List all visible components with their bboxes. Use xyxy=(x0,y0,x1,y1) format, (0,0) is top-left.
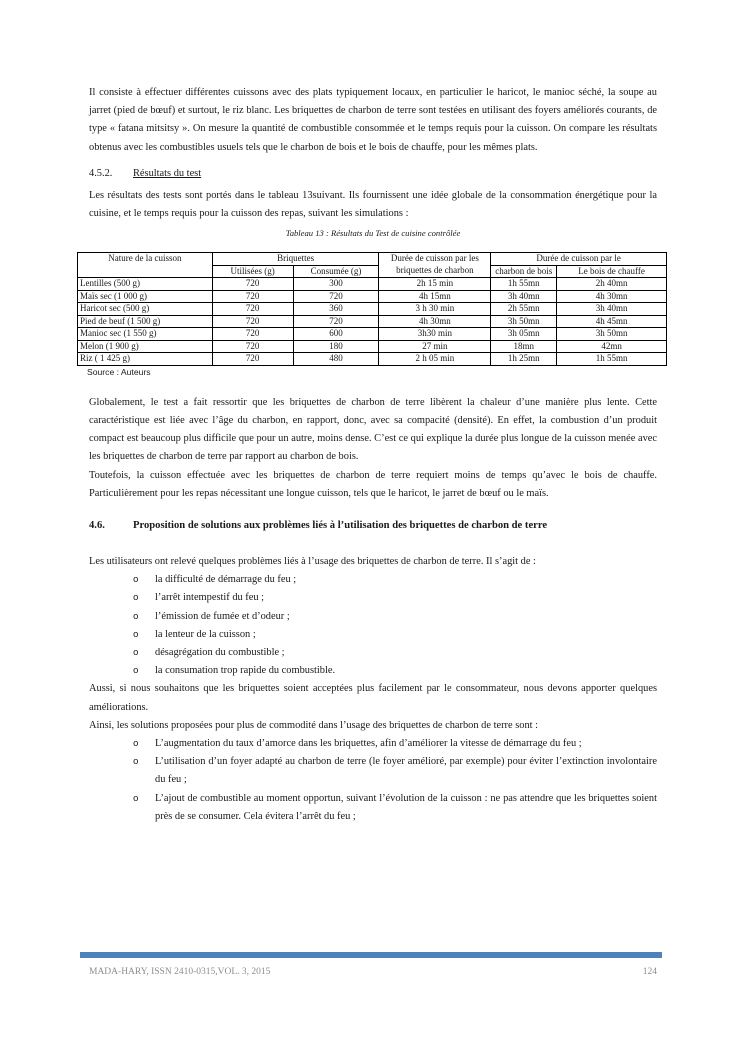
ainsi-paragraph: Ainsi, les solutions proposées pour plus de commodité dans l’usage des briquettes de charbon de terre sont : xyxy=(89,719,539,731)
table-cell: 720 xyxy=(212,303,293,316)
table-cell: 480 xyxy=(293,353,379,366)
table-cell: 4h 30mn xyxy=(557,290,667,303)
bullet-circle-icon: o xyxy=(133,575,139,586)
table-cell: 3h 50mn xyxy=(557,328,667,341)
table-cell: 3h 40mn xyxy=(491,290,557,303)
aussi-paragraph: Aussi, si nous souhaitons que les briquettes soient acceptées plus facilement par le consommateur, nous devons apporter quelques améliorations. xyxy=(89,683,657,713)
table-cell: 2h 55mn xyxy=(491,303,557,316)
table-cell: 4h 15mn xyxy=(379,290,491,303)
table-cell: 4h 45mn xyxy=(557,315,667,328)
list-item-text: l’arrêt intempestif du feu ; xyxy=(155,592,265,604)
table-cell: 2h 15 min xyxy=(379,278,491,291)
table-row xyxy=(78,290,667,303)
table-cell: 3h 05mn xyxy=(491,328,557,341)
table-cell: 3h 50mn xyxy=(491,315,557,328)
table-row xyxy=(78,278,667,291)
table-cell: 3 h 30 min xyxy=(379,303,491,316)
bullet-circle-icon: o xyxy=(133,793,139,804)
table-row xyxy=(78,340,667,353)
list-item xyxy=(133,644,657,662)
table-cell: 1h 55mn xyxy=(491,278,557,291)
table-cell: 2 h 05 min xyxy=(379,353,491,366)
table-cell: Riz ( 1 425 g) xyxy=(78,353,213,366)
list-item xyxy=(133,790,657,826)
table-cell: 3h30 min xyxy=(379,328,491,341)
bullet-circle-icon: o xyxy=(133,666,139,677)
table-cell: 600 xyxy=(293,328,379,341)
table-cell: 1h 25mn xyxy=(491,353,557,366)
table-cell: 720 xyxy=(212,328,293,341)
footer-bar xyxy=(80,952,662,958)
problems-intro: Les utilisateurs ont relevé quelques problèmes liés à l’usage des briquettes de charbon de terre. Il s’agit de : xyxy=(89,555,536,567)
table-cell: 720 xyxy=(212,353,293,366)
section-heading-4-6 xyxy=(89,517,657,535)
solutions-list xyxy=(89,735,657,826)
header-charbon-bois: charbon de bois xyxy=(491,265,557,278)
results-paragraph: Les résultats des tests sont portés dans le tableau 13suivant. Ils fournissent une idée globale de la consommation énergétique pour la cuisine, et le temps requis pour la cuisson des repas, suivant les simulations : xyxy=(89,189,657,220)
bullet-circle-icon: o xyxy=(133,738,139,749)
bullet-circle-icon: o xyxy=(133,593,139,604)
table-cell: 1h 55mn xyxy=(557,353,667,366)
table-row xyxy=(78,315,667,328)
list-item-text: L’augmentation du taux d’amorce dans les briquettes, afin d’améliorer la vitesse de démarrage du feu ; xyxy=(155,737,582,749)
table-cell: 180 xyxy=(293,340,379,353)
bullet-circle-icon: o xyxy=(133,647,139,658)
list-item-text: L’utilisation d’un foyer adapté au charbon de terre (le foyer amélioré, par exemple) pour éviter l’extinction involontaire du feu ; xyxy=(155,756,657,786)
table-row xyxy=(78,303,667,316)
table-cell: 42mn xyxy=(557,340,667,353)
table-row xyxy=(78,353,667,366)
table-cell: 300 xyxy=(293,278,379,291)
table-cell: 720 xyxy=(212,315,293,328)
list-item xyxy=(133,753,657,789)
section-title: Résultats du test xyxy=(133,167,202,179)
list-item xyxy=(133,662,657,680)
global-paragraph: Globalement, le test a fait ressortir que les briquettes de charbon de terre libèrent la chaleur d’une manière plus lente. Cette caractéristique est liée avec l’âge du charbon, en rapport, donc, avec sa compacité (densité). En effet, la combustion d’un produit compact est beaucoup plus difficile que pour un autre, moins dense. C’est ce qui explique la durée plus longue de la cuisson menée avec les briquettes de charbon de terre par rapport au charbon de bois. xyxy=(89,396,657,463)
header-duree-briquettes: Durée de cuisson par les briquettes de charbon xyxy=(379,253,491,278)
section-heading-4-5-2 xyxy=(89,165,657,183)
table-cell: 4h 30mn xyxy=(379,315,491,328)
list-item-text: l’émission de fumée et d’odeur ; xyxy=(155,610,290,622)
table-cell: 3h 40mn xyxy=(557,303,667,316)
table-cell: Pied de beuf (1 500 g) xyxy=(78,315,213,328)
list-item-text: désagrégation du combustible ; xyxy=(155,646,285,658)
list-item-text: la difficulté de démarrage du feu ; xyxy=(155,574,297,586)
section-number: 4.5.2. xyxy=(89,167,113,179)
header-briquettes: Briquettes xyxy=(212,253,379,266)
table-row xyxy=(78,328,667,341)
table-source: Source : Auteurs xyxy=(87,366,151,377)
intro-paragraph: Il consiste à effectuer différentes cuissons avec des plats typiquement locaux, en particulier le haricot, le manioc séché, la soupe au jarret (pied de bœuf) et surtout, le riz blanc. Les briquettes de charbon de terre sont testées en utilisant des foyers améliorés courants, de type « fatana mitsitsy ». On mesure la quantité de combustible consommée et le temps requis pour la cuisson. On compare les résultats obtenus avec les combustibles usuels tels que le charbon de bois et le bois de chauffe, pour les mêmes plats. xyxy=(89,87,657,153)
table-cell: 720 xyxy=(212,340,293,353)
list-item-text: L’ajout de combustible au moment opportun, suivant l’évolution de la cuisson : ne pas attendre que les briquettes soient près de se consumer. Cela évitera l’arrêt du feu ; xyxy=(155,792,657,822)
header-bois-chauffe: Le bois de chauffe xyxy=(557,265,667,278)
table-body xyxy=(78,278,667,366)
table-cell: 360 xyxy=(293,303,379,316)
table-cell: 720 xyxy=(293,315,379,328)
list-item xyxy=(133,589,657,607)
section-title: Proposition de solutions aux problèmes liés à l’utilisation des briquettes de charbon de terre xyxy=(133,519,548,531)
table-cell: Haricot sec (500 g) xyxy=(78,303,213,316)
table-cell: 720 xyxy=(212,290,293,303)
bullet-circle-icon: o xyxy=(133,629,139,640)
footer-journal: MADA-HARY, ISSN 2410-0315,VOL. 3, 2015 xyxy=(89,967,271,977)
footer-page-number: 124 xyxy=(642,967,657,977)
table-cell: 720 xyxy=(212,278,293,291)
header-duree-par-le: Durée de cuisson par le xyxy=(491,253,667,266)
table-cell: 720 xyxy=(293,290,379,303)
bullet-circle-icon: o xyxy=(133,757,139,768)
table-cell: Maïs sec (1 000 g) xyxy=(78,290,213,303)
problems-list xyxy=(89,571,657,680)
table-cell: Manioc sec (1 550 g) xyxy=(78,328,213,341)
header-utilisees: Utilisées (g) xyxy=(212,265,293,278)
toutefois-paragraph: Toutefois, la cuisson effectuée avec les briquettes de charbon de terre requiert moins de temps qu’avec le bois de chauffe. Particulièrement pour les repas nécessitant une longue cuisson, tels que le haricot, le jarret de bœuf ou le maïs. xyxy=(89,469,657,499)
table-cell: 27 min xyxy=(379,340,491,353)
list-item xyxy=(133,571,657,589)
list-item xyxy=(133,608,657,626)
table-cell: Lentilles (500 g) xyxy=(78,278,213,291)
table-cell: Melon (1 900 g) xyxy=(78,340,213,353)
list-item-text: la lenteur de la cuisson ; xyxy=(155,628,256,640)
list-item-text: la consumation trop rapide du combustible. xyxy=(155,665,336,677)
table-cell: 2h 40mn xyxy=(557,278,667,291)
list-item xyxy=(133,735,657,753)
bullet-circle-icon: o xyxy=(133,611,139,622)
header-consommee: Consumée (g) xyxy=(293,265,379,278)
page-content xyxy=(80,84,657,826)
table-cell: 18mn xyxy=(491,340,557,353)
table-caption: Tableau 13 : Résultats du Test de cuisine contrôlée xyxy=(285,228,461,239)
section-number: 4.6. xyxy=(89,519,105,531)
results-table xyxy=(77,252,667,366)
header-nature: Nature de la cuisson xyxy=(78,253,213,278)
list-item xyxy=(133,626,657,644)
